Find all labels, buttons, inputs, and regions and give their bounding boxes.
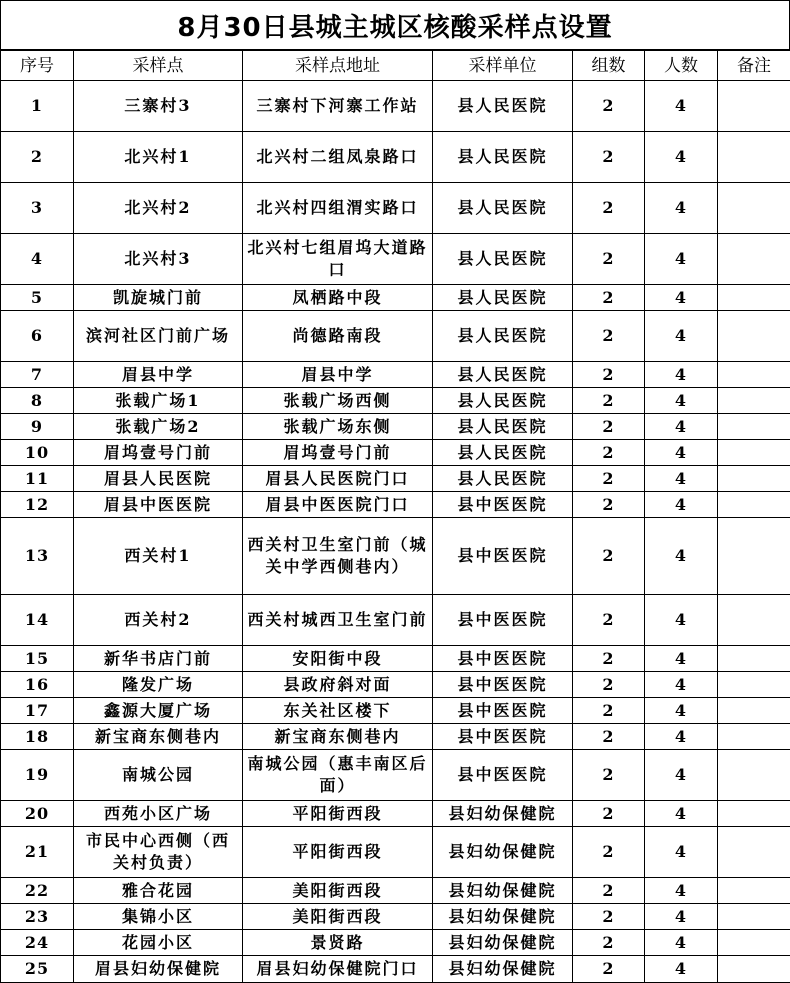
cell-no: 7 [1,362,74,388]
cell-note [718,904,790,930]
cell-groups: 2 [573,878,645,904]
cell-site: 北兴村3 [74,234,243,285]
cell-address: 新宝商东侧巷内 [243,724,433,750]
cell-site: 新宝商东侧巷内 [74,724,243,750]
header-unit: 采样单位 [433,51,573,81]
table-row [1,672,790,698]
cell-address: 眉县妇幼保健院门口 [243,956,433,983]
header-groups: 组数 [573,51,645,81]
cell-site: 凯旋城门前 [74,285,243,311]
table-row [1,956,790,983]
cell-address: 张载广场西侧 [243,388,433,414]
cell-unit: 县妇幼保健院 [433,956,573,983]
cell-people: 4 [645,183,718,234]
cell-unit: 县中医医院 [433,646,573,672]
cell-note [718,492,790,518]
header-no: 序号 [1,51,74,81]
cell-groups: 2 [573,698,645,724]
cell-site: 西关村1 [74,518,243,595]
cell-no: 22 [1,878,74,904]
cell-groups: 2 [573,234,645,285]
cell-address: 凤栖路中段 [243,285,433,311]
cell-groups: 2 [573,750,645,801]
table-row [1,311,790,362]
table-row [1,388,790,414]
cell-no: 17 [1,698,74,724]
table-row [1,183,790,234]
cell-groups: 2 [573,81,645,132]
cell-address: 安阳街中段 [243,646,433,672]
header-people: 人数 [645,51,718,81]
cell-no: 11 [1,466,74,492]
cell-note [718,698,790,724]
cell-unit: 县人民医院 [433,414,573,440]
cell-no: 1 [1,81,74,132]
cell-note [718,132,790,183]
cell-site: 眉县妇幼保健院 [74,956,243,983]
cell-note [718,930,790,956]
cell-site: 南城公园 [74,750,243,801]
cell-no: 25 [1,956,74,983]
cell-people: 4 [645,878,718,904]
cell-note [718,311,790,362]
cell-no: 10 [1,440,74,466]
cell-unit: 县人民医院 [433,388,573,414]
cell-people: 4 [645,750,718,801]
table-row [1,801,790,827]
cell-note [718,595,790,646]
sampling-sites-table [0,50,790,983]
cell-people: 4 [645,827,718,878]
cell-site: 眉坞壹号门前 [74,440,243,466]
cell-groups: 2 [573,672,645,698]
cell-site: 集锦小区 [74,904,243,930]
cell-no: 6 [1,311,74,362]
cell-groups: 2 [573,646,645,672]
cell-address: 平阳街西段 [243,827,433,878]
table-row [1,518,790,595]
cell-note [718,466,790,492]
cell-unit: 县中医医院 [433,698,573,724]
table-row [1,132,790,183]
cell-people: 4 [645,518,718,595]
cell-note [718,440,790,466]
cell-note [718,956,790,983]
cell-site: 滨河社区门前广场 [74,311,243,362]
cell-address: 眉坞壹号门前 [243,440,433,466]
cell-no: 18 [1,724,74,750]
cell-people: 4 [645,724,718,750]
cell-note [718,827,790,878]
cell-unit: 县人民医院 [433,466,573,492]
table-row [1,698,790,724]
cell-no: 13 [1,518,74,595]
cell-groups: 2 [573,285,645,311]
cell-address: 县政府斜对面 [243,672,433,698]
cell-note [718,183,790,234]
cell-no: 21 [1,827,74,878]
cell-people: 4 [645,492,718,518]
cell-address: 东关社区楼下 [243,698,433,724]
cell-site: 眉县中学 [74,362,243,388]
cell-groups: 2 [573,904,645,930]
cell-no: 12 [1,492,74,518]
cell-no: 5 [1,285,74,311]
cell-unit: 县中医医院 [433,724,573,750]
cell-address: 美阳街西段 [243,904,433,930]
cell-note [718,518,790,595]
cell-unit: 县人民医院 [433,132,573,183]
cell-site: 隆发广场 [74,672,243,698]
cell-address: 北兴村七组眉坞大道路口 [243,234,433,285]
cell-unit: 县妇幼保健院 [433,827,573,878]
cell-unit: 县中医医院 [433,750,573,801]
cell-note [718,750,790,801]
cell-people: 4 [645,311,718,362]
cell-address: 西关村城西卫生室门前 [243,595,433,646]
cell-note [718,801,790,827]
cell-people: 4 [645,440,718,466]
table-row [1,414,790,440]
cell-groups: 2 [573,132,645,183]
table-row [1,930,790,956]
cell-no: 23 [1,904,74,930]
table-row [1,904,790,930]
cell-no: 15 [1,646,74,672]
cell-unit: 县妇幼保健院 [433,878,573,904]
cell-no: 24 [1,930,74,956]
cell-site: 张载广场2 [74,414,243,440]
cell-address: 眉县中医医院门口 [243,492,433,518]
cell-unit: 县人民医院 [433,81,573,132]
cell-groups: 2 [573,362,645,388]
cell-groups: 2 [573,827,645,878]
header-site: 采样点 [74,51,243,81]
cell-groups: 2 [573,724,645,750]
cell-people: 4 [645,801,718,827]
cell-address: 南城公园（惠丰南区后面） [243,750,433,801]
table-row [1,440,790,466]
cell-unit: 县人民医院 [433,362,573,388]
cell-people: 4 [645,646,718,672]
cell-site: 西关村2 [74,595,243,646]
cell-people: 4 [645,956,718,983]
cell-groups: 2 [573,801,645,827]
cell-people: 4 [645,930,718,956]
cell-no: 4 [1,234,74,285]
cell-groups: 2 [573,492,645,518]
cell-unit: 县妇幼保健院 [433,801,573,827]
cell-note [718,362,790,388]
cell-no: 16 [1,672,74,698]
header-address: 采样点地址 [243,51,433,81]
cell-people: 4 [645,672,718,698]
cell-unit: 县人民医院 [433,440,573,466]
cell-site: 雅合花园 [74,878,243,904]
cell-site: 北兴村2 [74,183,243,234]
cell-no: 20 [1,801,74,827]
table-row [1,878,790,904]
cell-address: 三寨村下河寨工作站 [243,81,433,132]
header-note: 备注 [718,51,790,81]
cell-groups: 2 [573,956,645,983]
table-row [1,827,790,878]
cell-people: 4 [645,132,718,183]
cell-people: 4 [645,81,718,132]
table-row [1,595,790,646]
cell-people: 4 [645,414,718,440]
cell-site: 眉县人民医院 [74,466,243,492]
cell-unit: 县妇幼保健院 [433,930,573,956]
table-row [1,750,790,801]
cell-note [718,234,790,285]
table-header-row [1,51,790,81]
cell-address: 平阳街西段 [243,801,433,827]
cell-site: 西苑小区广场 [74,801,243,827]
cell-note [718,646,790,672]
table-row [1,724,790,750]
cell-no: 2 [1,132,74,183]
table-row [1,362,790,388]
cell-people: 4 [645,595,718,646]
cell-groups: 2 [573,466,645,492]
cell-unit: 县人民医院 [433,285,573,311]
cell-address: 张载广场东侧 [243,414,433,440]
cell-groups: 2 [573,440,645,466]
cell-site: 三寨村3 [74,81,243,132]
cell-people: 4 [645,466,718,492]
cell-people: 4 [645,904,718,930]
table-body [1,81,790,983]
table-row [1,492,790,518]
cell-site: 眉县中医医院 [74,492,243,518]
cell-address: 北兴村四组渭实路口 [243,183,433,234]
table-row [1,234,790,285]
cell-site: 北兴村1 [74,132,243,183]
cell-note [718,724,790,750]
cell-unit: 县人民医院 [433,183,573,234]
cell-site: 鑫源大厦广场 [74,698,243,724]
table-row [1,466,790,492]
cell-groups: 2 [573,595,645,646]
cell-unit: 县中医医院 [433,492,573,518]
cell-people: 4 [645,362,718,388]
cell-unit: 县中医医院 [433,672,573,698]
table-row [1,81,790,132]
cell-people: 4 [645,285,718,311]
cell-groups: 2 [573,183,645,234]
cell-unit: 县人民医院 [433,311,573,362]
cell-site: 市民中心西侧（西关村负责） [74,827,243,878]
cell-note [718,285,790,311]
cell-people: 4 [645,234,718,285]
cell-address: 西关村卫生室门前（城关中学西侧巷内） [243,518,433,595]
cell-unit: 县中医医院 [433,518,573,595]
cell-groups: 2 [573,930,645,956]
table-row [1,285,790,311]
cell-groups: 2 [573,414,645,440]
cell-groups: 2 [573,311,645,362]
cell-people: 4 [645,698,718,724]
cell-no: 14 [1,595,74,646]
cell-no: 3 [1,183,74,234]
cell-unit: 县妇幼保健院 [433,904,573,930]
cell-address: 尚德路南段 [243,311,433,362]
cell-note [718,414,790,440]
cell-note [718,672,790,698]
cell-address: 眉县人民医院门口 [243,466,433,492]
cell-site: 张载广场1 [74,388,243,414]
cell-no: 9 [1,414,74,440]
cell-site: 花园小区 [74,930,243,956]
cell-note [718,878,790,904]
cell-unit: 县人民医院 [433,234,573,285]
cell-note [718,81,790,132]
table-row [1,646,790,672]
cell-groups: 2 [573,518,645,595]
sheet-title: 8月30日县城主城区核酸采样点设置 [0,0,790,50]
cell-address: 景贤路 [243,930,433,956]
cell-people: 4 [645,388,718,414]
cell-note [718,388,790,414]
cell-address: 眉县中学 [243,362,433,388]
cell-site: 新华书店门前 [74,646,243,672]
cell-groups: 2 [573,388,645,414]
cell-address: 美阳街西段 [243,878,433,904]
cell-no: 8 [1,388,74,414]
cell-unit: 县中医医院 [433,595,573,646]
cell-address: 北兴村二组凤泉路口 [243,132,433,183]
cell-no: 19 [1,750,74,801]
